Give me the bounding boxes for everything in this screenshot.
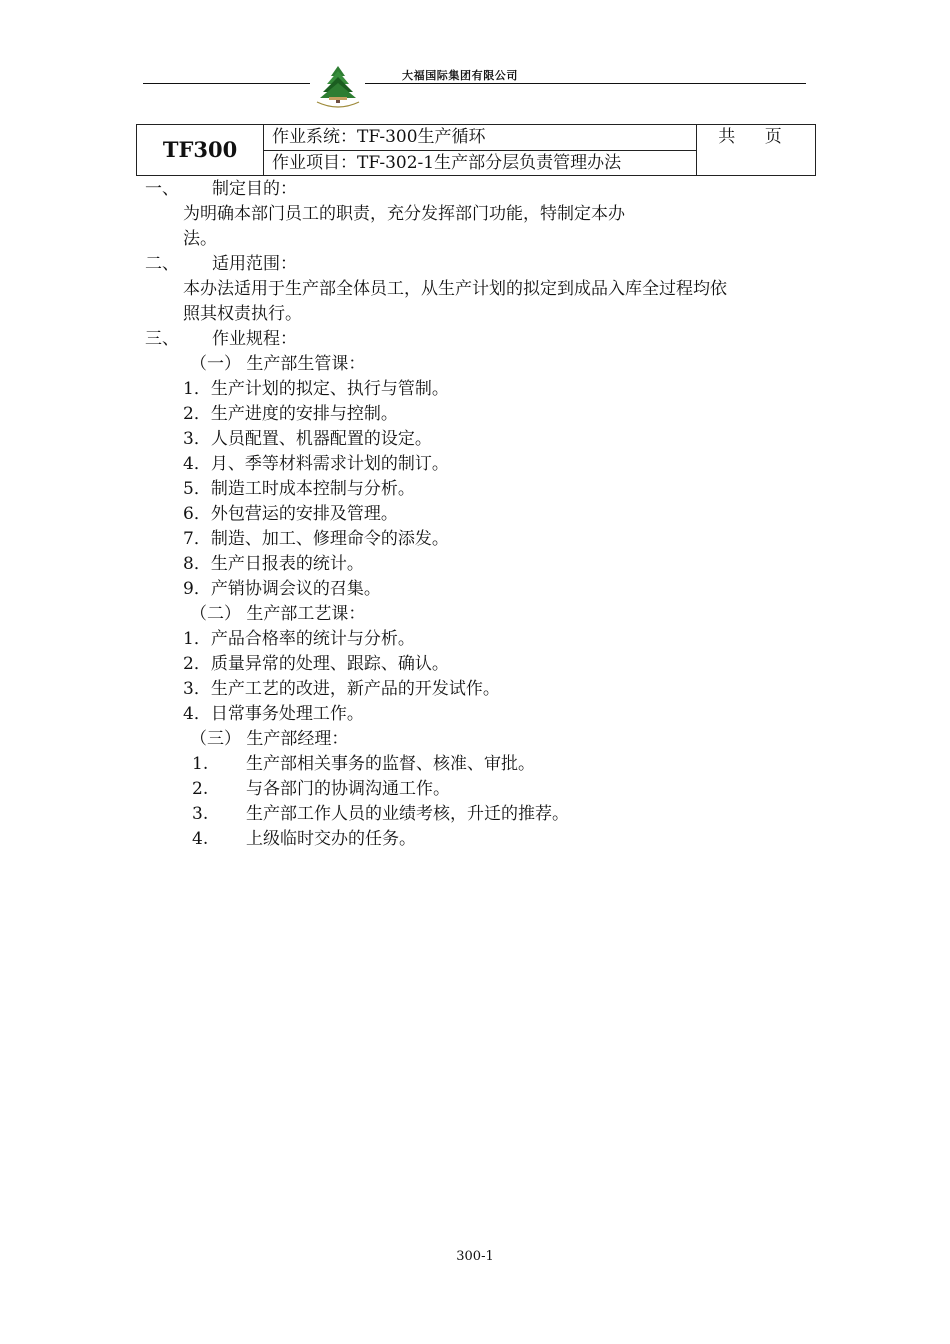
list-item: 生产部相关事务的监督、核准、审批。 [246, 754, 535, 774]
subsection-heading: （二） 生产部工艺课： [190, 604, 366, 624]
page-number: 300-1 [456, 1249, 494, 1264]
list-item: 2．质量异常的处理、跟踪、确认。 [183, 654, 449, 674]
document-info-table [136, 124, 816, 176]
company-name: 大福国际集团有限公司 [402, 69, 518, 82]
list-item: 5．制造工时成本控制与分析。 [183, 479, 415, 499]
header-rule-left [143, 83, 310, 84]
section-title: 制定目的： [212, 179, 297, 199]
page-count-cell [697, 125, 816, 176]
section-number: 一、 [145, 179, 179, 199]
list-item: 4．日常事务处理工作。 [183, 704, 364, 724]
pine-tree-logo-icon [312, 64, 364, 110]
list-item: 1．产品合格率的统计与分析。 [183, 629, 415, 649]
list-item: 1．生产计划的拟定、执行与管制。 [183, 379, 449, 399]
list-item-number: 2. [192, 779, 209, 799]
list-item: 与各部门的协调沟通工作。 [246, 779, 450, 799]
list-item: 3．人员配置、机器配置的设定。 [183, 429, 432, 449]
subsection-heading: （一） 生产部生管课： [190, 354, 366, 374]
paragraph-line: 法。 [183, 229, 217, 249]
list-item: 9．产销协调会议的召集。 [183, 579, 381, 599]
page-count-label: 共 页 [718, 127, 794, 147]
paragraph-line: 本办法适用于生产部全体员工，从生产计划的拟定到成品入库全过程均依 [183, 279, 727, 299]
list-item: 3．生产工艺的改进，新产品的开发试作。 [183, 679, 500, 699]
work-system-label: 作业系统：TF-300生产循环 [264, 125, 697, 151]
list-item: 上级临时交办的任务。 [246, 829, 416, 849]
list-item: 2．生产进度的安排与控制。 [183, 404, 398, 424]
section-title: 适用范围： [212, 254, 297, 274]
list-item-number: 3. [192, 804, 209, 824]
list-item-number: 4. [192, 829, 209, 849]
list-item: 6．外包营运的安排及管理。 [183, 504, 398, 524]
paragraph-line: 照其权责执行。 [183, 304, 302, 324]
work-item-label: 作业项目：TF-302-1生产部分层负责管理办法 [264, 150, 697, 176]
list-item: 7．制造、加工、修理命令的添发。 [183, 529, 449, 549]
list-item: 8．生产日报表的统计。 [183, 554, 364, 574]
document-code: TF300 [137, 125, 264, 176]
section-number: 三、 [145, 329, 179, 349]
paragraph-line: 为明确本部门员工的职责，充分发挥部门功能，特制定本办 [183, 204, 625, 224]
list-item: 生产部工作人员的业绩考核，升迁的推荐。 [246, 804, 569, 824]
section-title: 作业规程： [212, 329, 297, 349]
section-number: 二、 [145, 254, 179, 274]
list-item-number: 1. [192, 754, 209, 774]
header-rule-right [365, 83, 806, 84]
list-item: 4．月、季等材料需求计划的制订。 [183, 454, 449, 474]
subsection-heading: （三） 生产部经理： [190, 729, 349, 749]
